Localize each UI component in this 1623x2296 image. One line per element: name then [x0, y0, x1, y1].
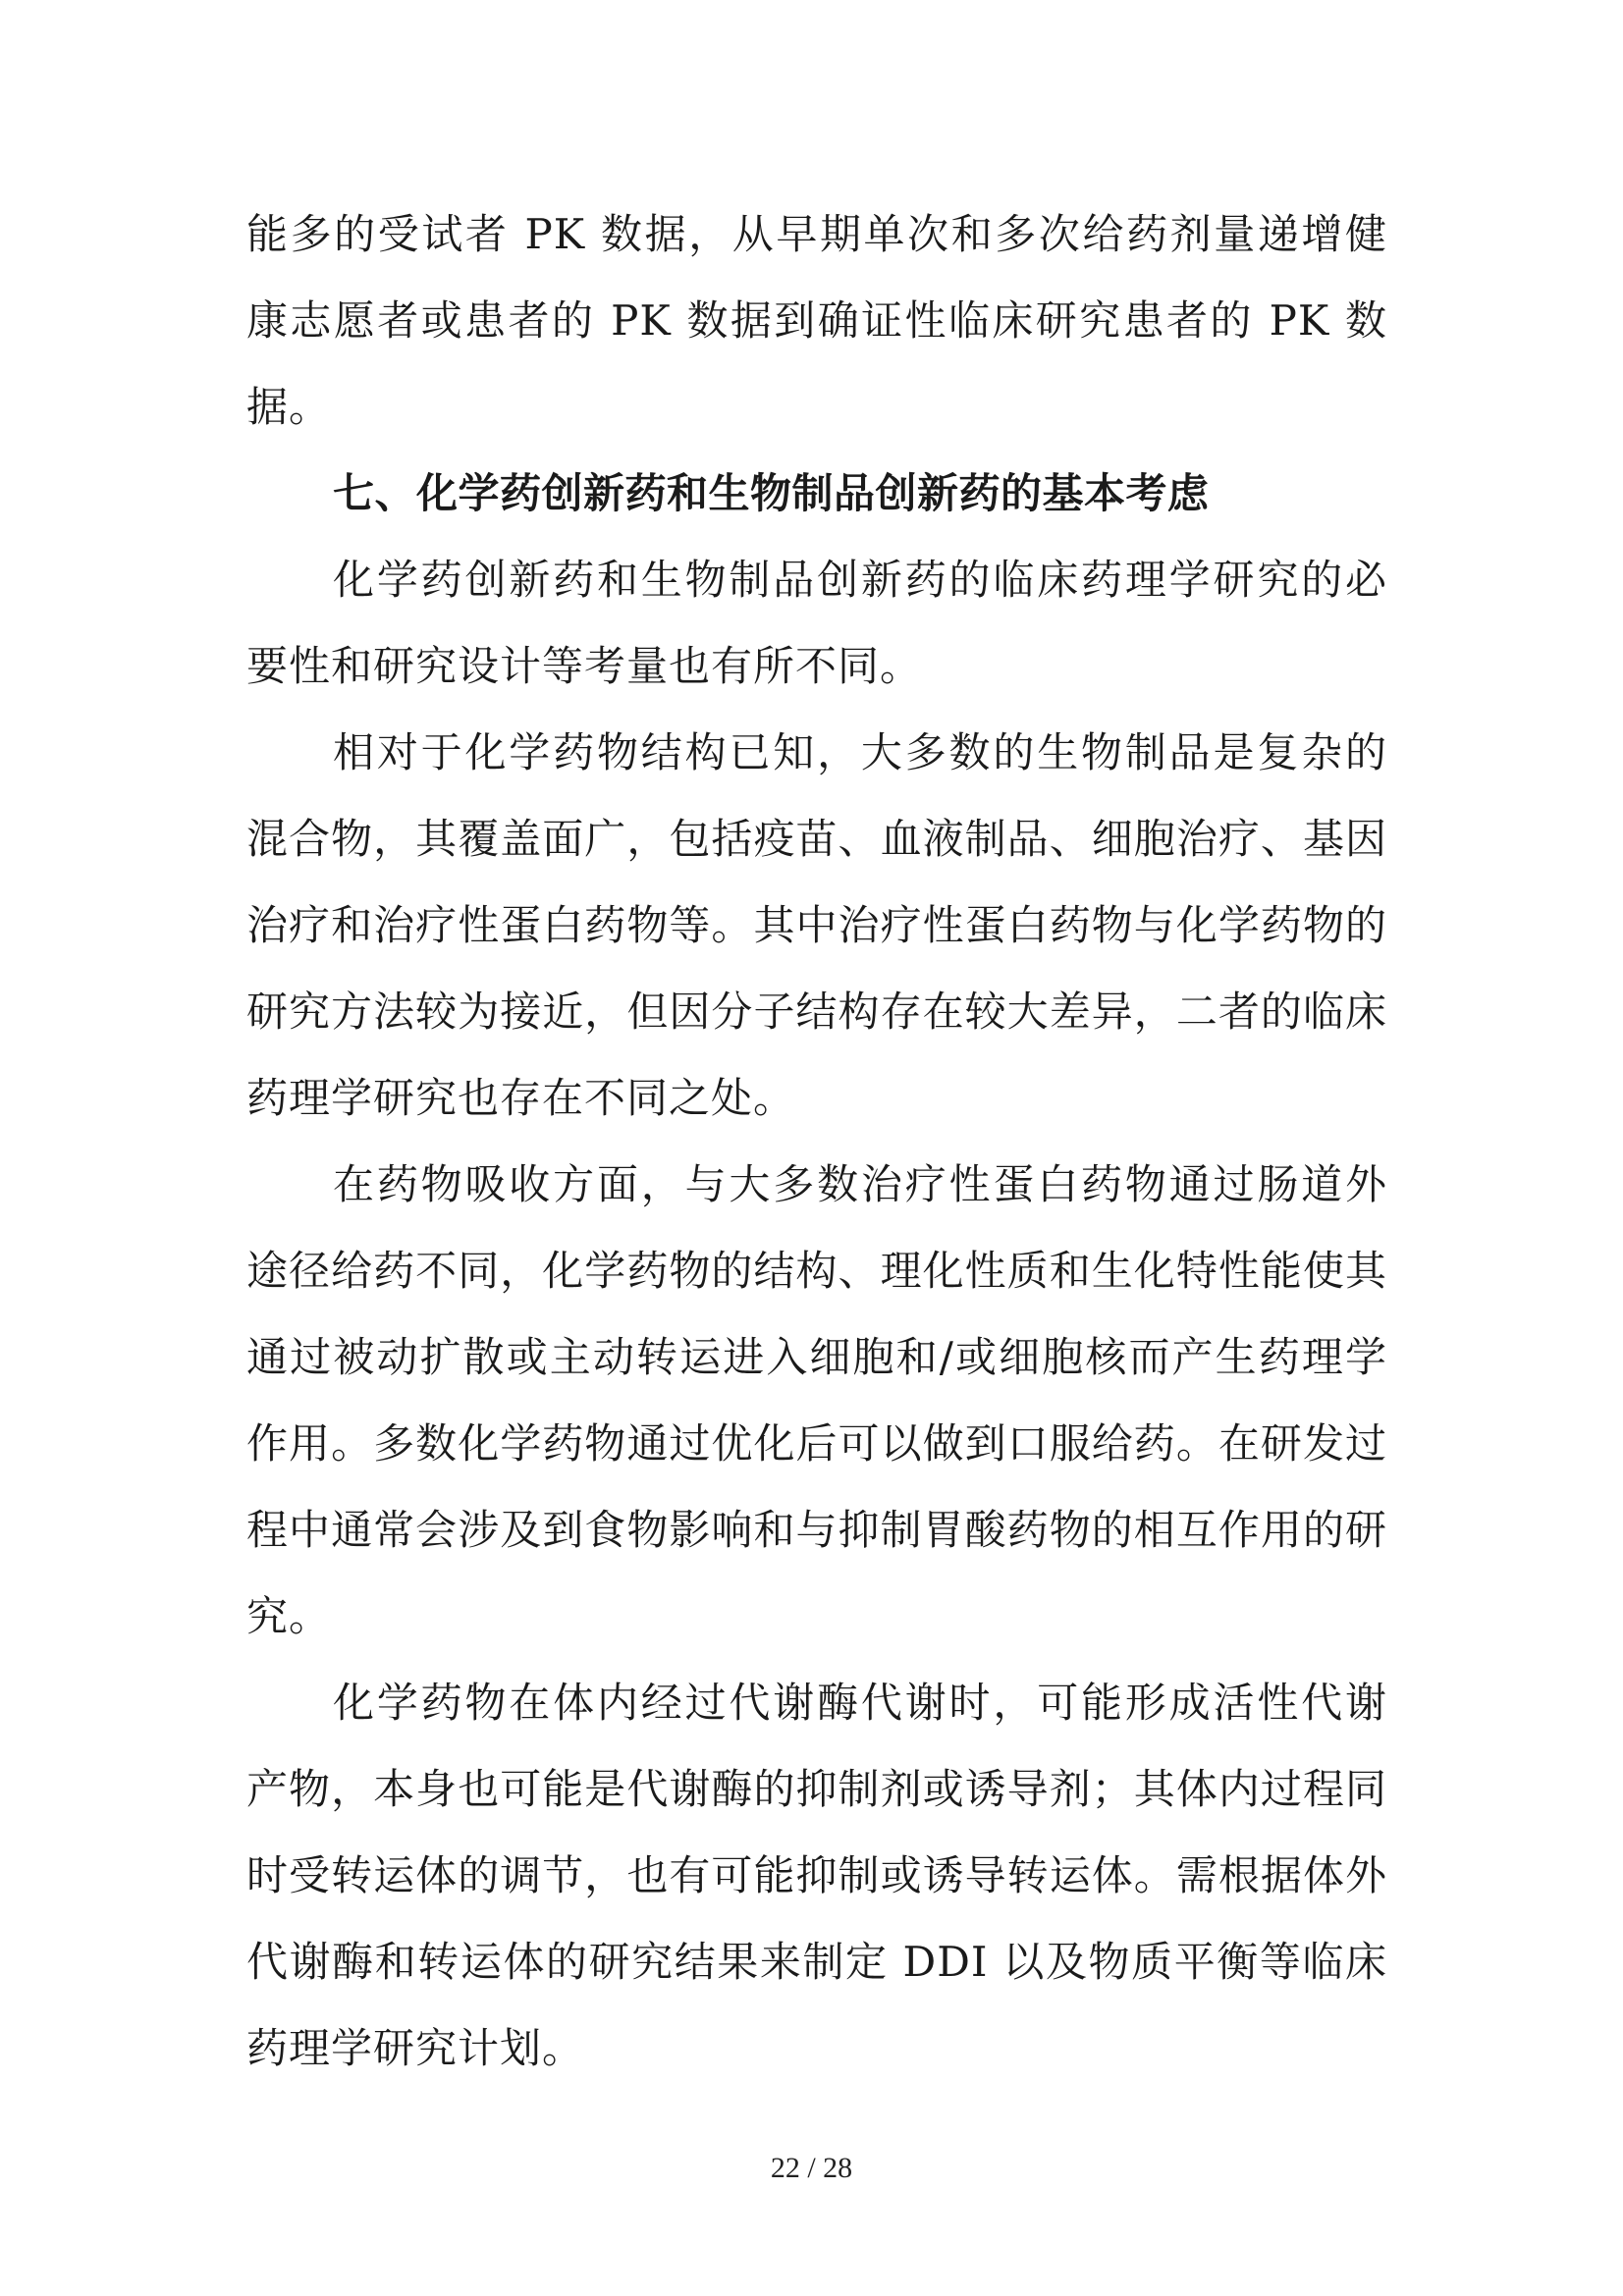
page-number: 22 / 28 [770, 2152, 853, 2184]
section-heading: 七、化学药创新药和生物制品创新药的基本考虑 [333, 469, 1210, 517]
paragraph-drug-absorption: 在药物吸收方面，与大多数治疗性蛋白药物通过肠道外途径给药不同，化学药物的结构、理化性质和生化特性能使其通过被动扩散或主动转运进入细胞和/或细胞核而产生药理学作用。多数化学药物通过优化后可以做到口服给药。在研发过程中通常会涉及到食物影响和与抑制胃酸药物的相互作用的研究。 [246, 1160, 1387, 1640]
paragraph-pk-data-continuation: 能多的受试者 PK 数据，从早期单次和多次给药剂量递增健康志愿者或患者的 PK 数据到确证性临床研究患者的 PK 数据。 [246, 210, 1387, 431]
paragraph-biologics-overview: 相对于化学药物结构已知，大多数的生物制品是复杂的混合物，其覆盖面广，包括疫苗、血液制品、细胞治疗、基因治疗和治疗性蛋白药物等。其中治疗性蛋白药物与化学药物的研究方法较为接近，但因分子结构存在较大差异，二者的临床药理学研究也存在不同之处。 [246, 728, 1387, 1122]
document-body [246, 191, 1387, 2092]
paragraph-metabolism-ddi: 化学药物在体内经过代谢酶代谢时，可能形成活性代谢产物，本身也可能是代谢酶的抑制剂或诱导剂；其体内过程同时受转运体的调节，也有可能抑制或诱导转运体。需根据体外代谢酶和转运体的研究结果来制定 DDI 以及物质平衡等临床药理学研究计划。 [246, 1679, 1387, 2072]
paragraph-design-differences: 化学药创新药和生物制品创新药的临床药理学研究的必要性和研究设计等考量也有所不同。 [246, 556, 1387, 690]
